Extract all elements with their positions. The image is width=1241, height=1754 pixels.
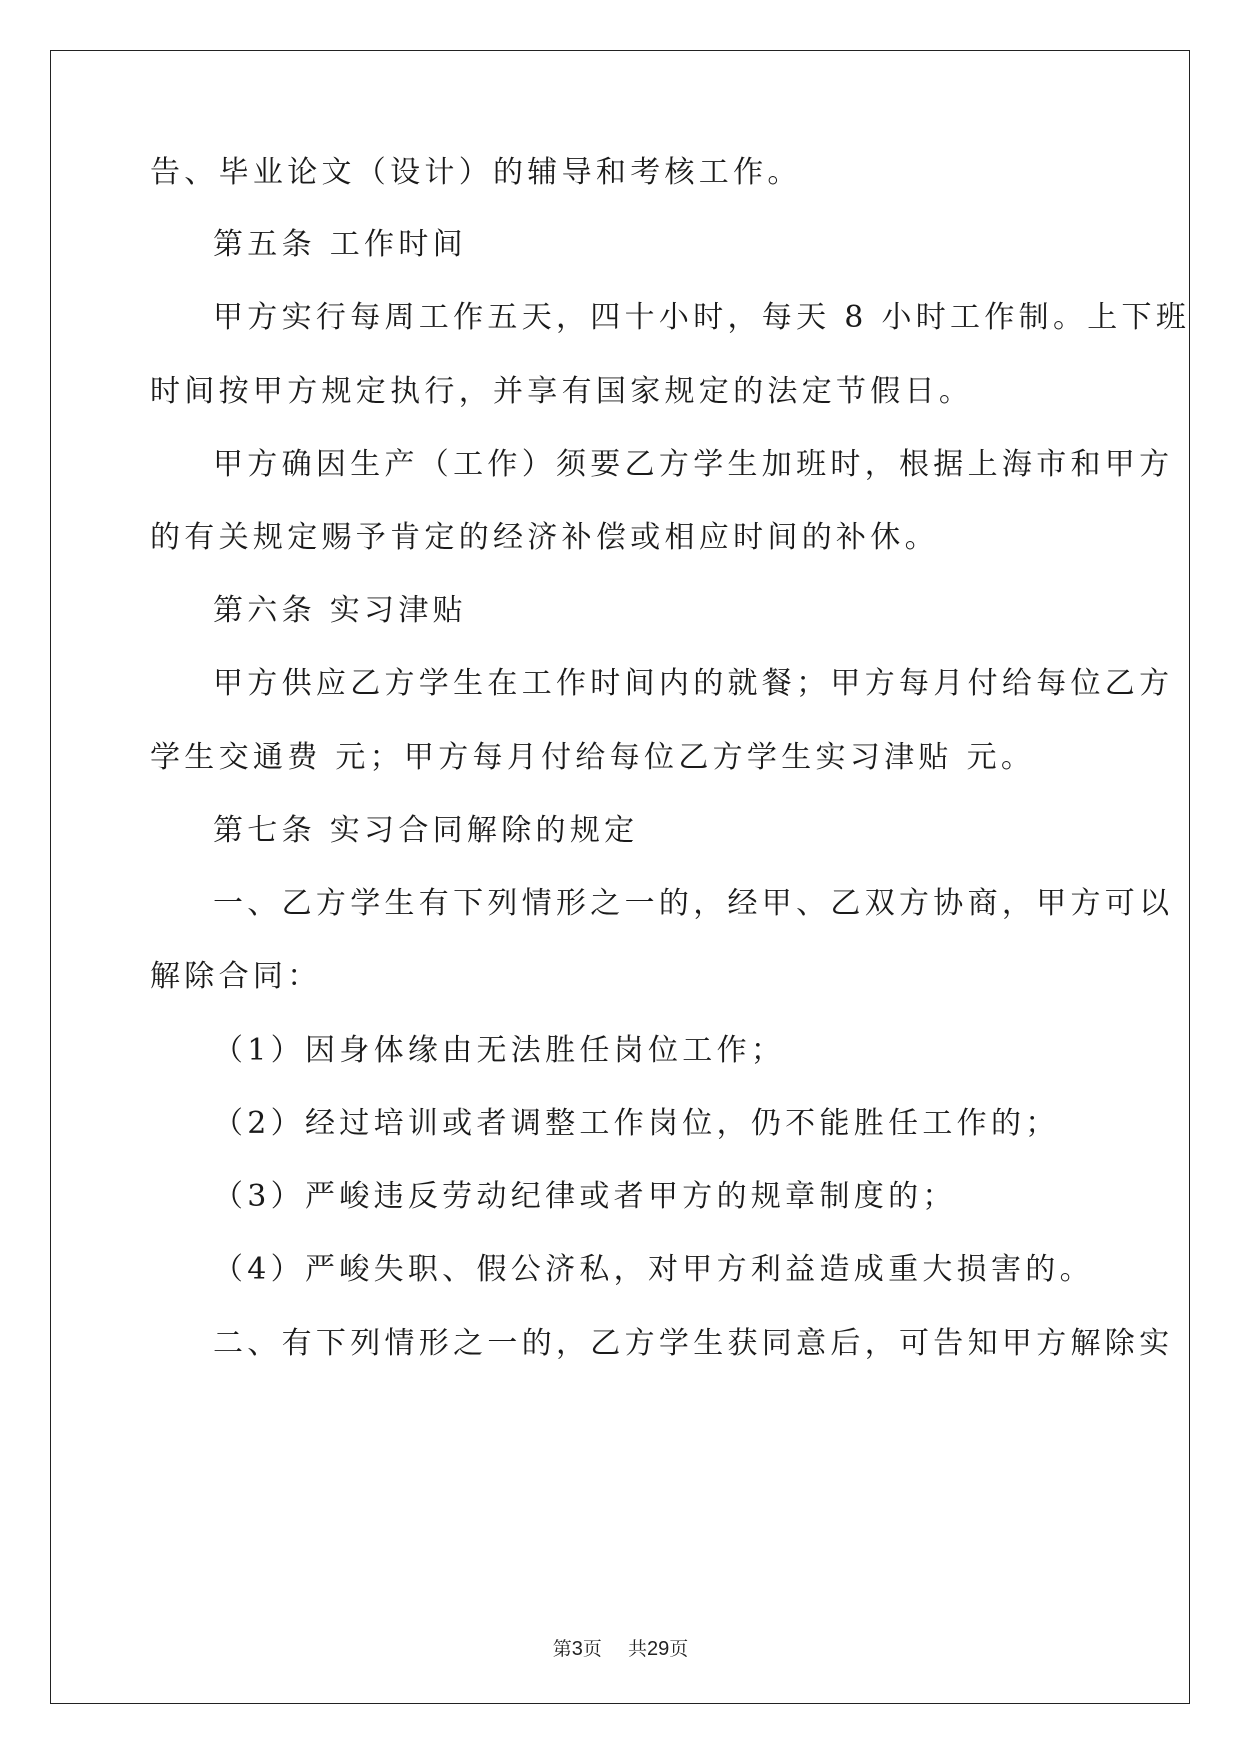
page-suffix: 页: [582, 1638, 602, 1660]
list-item-4: （4）严峻失职、假公济私，对甲方利益造成重大损害的。: [213, 1252, 1094, 1287]
list-item-1: （1）因身体缘由无法胜任岗位工作；: [213, 1033, 786, 1068]
total-suffix: 页: [669, 1638, 689, 1660]
text-line-17: 二、有下列情形之一的，乙方学生获同意后，可告知甲方解除实: [213, 1326, 1174, 1361]
page-prefix: 第: [552, 1638, 572, 1660]
text-line-9: 学生交通费 元；甲方每月付给每位乙方学生实习津贴 元。: [150, 740, 1036, 775]
total-pages: 29: [646, 1638, 670, 1660]
section-heading-7: 第七条 实习合同解除的规定: [213, 813, 639, 848]
text-line-3: 甲方实行每周工作五天，四十小时，每天 8 小时工作制。上下班: [213, 300, 1191, 335]
page-footer: [0, 1637, 1241, 1661]
list-item-2: （2）经过培训或者调整工作岗位，仍不能胜任工作的；: [213, 1106, 1060, 1141]
list-item-3: （3）严峻违反劳动纪律或者甲方的规章制度的；: [213, 1179, 957, 1214]
text-line-6: 的有关规定赐予肯定的经济补偿或相应时间的补休。: [150, 520, 939, 555]
text-line-4: 时间按甲方规定执行，并享有国家规定的法定节假日。: [150, 374, 974, 409]
text-line-1: 告、毕业论文（设计）的辅导和考核工作。: [150, 155, 802, 190]
text-line-12: 解除合同：: [150, 959, 322, 994]
text-line-8: 甲方供应乙方学生在工作时间内的就餐；甲方每月付给每位乙方: [213, 666, 1174, 701]
total-prefix: 共: [627, 1638, 647, 1660]
text-line-11: 一、乙方学生有下列情形之一的，经甲、乙双方协商，甲方可以: [213, 886, 1174, 921]
text-line-5: 甲方确因生产（工作）须要乙方学生加班时，根据上海市和甲方: [213, 447, 1174, 482]
page-number: 3: [571, 1638, 583, 1660]
section-heading-6: 第六条 实习津贴: [213, 593, 467, 628]
section-heading-5: 第五条 工作时间: [213, 227, 467, 262]
